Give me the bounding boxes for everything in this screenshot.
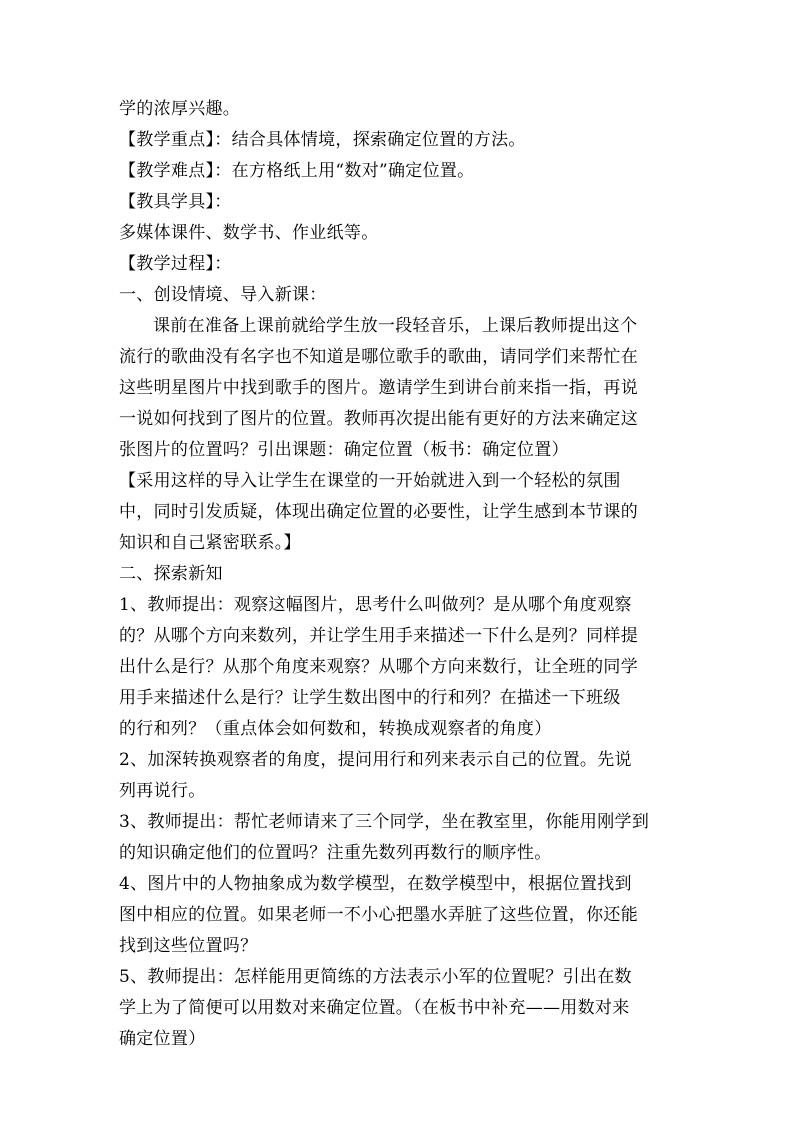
step-line: 用手来描述什么是行？让学生数出图中的行和列？在描述一下班级: [119, 688, 621, 708]
teaching-process-heading: 【教学过程】：: [119, 254, 232, 274]
step-line: 的行和列？（重点体会如何数和，转换成观察者的角度）: [119, 719, 552, 739]
note-line: 知识和自己紧密联系。】: [119, 533, 301, 553]
section-two-heading: 二、探索新知: [119, 564, 223, 584]
teaching-tools-heading: 【教具学具】：: [119, 192, 232, 212]
step-line: 2、加深转换观察者的角度，提问用行和列来表示自己的位置。先说: [119, 750, 632, 770]
note-line: 中，同时引发质疑，体现出确定位置的必要性，让学生感到本节课的: [119, 502, 638, 522]
note-line: 【采用这样的导入让学生在课堂的一开始就进入到一个轻松的氛围: [119, 471, 621, 491]
step-line: 1、教师提出：观察这幅图片，思考什么叫做列？是从哪个角度观察: [119, 595, 632, 615]
document-page: [119, 94, 681, 1055]
step-line: 图中相应的位置。如果老师一不小心把墨水弄脏了这些位置，你还能: [119, 905, 638, 925]
step-line: 学上为了简便可以用数对来确定位置。（在板书中补充——用数对来: [119, 998, 630, 1018]
step-line: 出什么是行？从那个角度来观察？从哪个方向来数行，让全班的同学: [119, 657, 638, 677]
text-line-1: 学的浓厚兴趣。: [119, 99, 241, 119]
teaching-focus-line: 【教学重点】：结合具体情境，探索确定位置的方法。: [119, 130, 526, 150]
teaching-difficulty-line: 【教学难点】：在方格纸上用“数对”确定位置。: [119, 161, 475, 181]
teaching-tools-list: 多媒体课件、数学书、作业纸等。: [119, 223, 379, 243]
step-line: 的？从哪个方向来数列，并让学生用手来描述一下什么是列？同样提: [119, 626, 638, 646]
step-line: 确定位置）: [119, 1029, 206, 1049]
paragraph-line: 这些明星图片中找到歌手的图片。邀请学生到讲台前来指一指，再说: [119, 378, 638, 398]
paragraph-line: 课前在准备上课前就给学生放一段轻音乐，上课后教师提出这个: [153, 316, 638, 336]
section-one-heading: 一、创设情境、导入新课：: [119, 285, 327, 305]
paragraph-line: 一说如何找到了图片的位置。教师再次提出能有更好的方法来确定这: [119, 409, 638, 429]
step-line: 5、教师提出：怎样能用更简练的方法表示小军的位置呢？引出在数: [119, 967, 632, 987]
step-line: 的知识确定他们的位置吗？注重先数列再数行的顺序性。: [119, 843, 552, 863]
step-line: 3、教师提出：帮忙老师请来了三个同学，坐在教室里，你能用刚学到: [119, 812, 650, 832]
paragraph-line: 流行的歌曲没有名字也不知道是哪位歌手的歌曲，请同学们来帮忙在: [119, 347, 638, 367]
paragraph-line: 张图片的位置吗？引出课题：确定位置（板书：确定位置）: [119, 440, 569, 460]
step-line: 列再说行。: [119, 781, 206, 801]
step-line: 找到这些位置吗？: [119, 936, 258, 956]
step-line: 4、图片中的人物抽象成为数学模型，在数学模型中，根据位置找到: [119, 874, 632, 894]
